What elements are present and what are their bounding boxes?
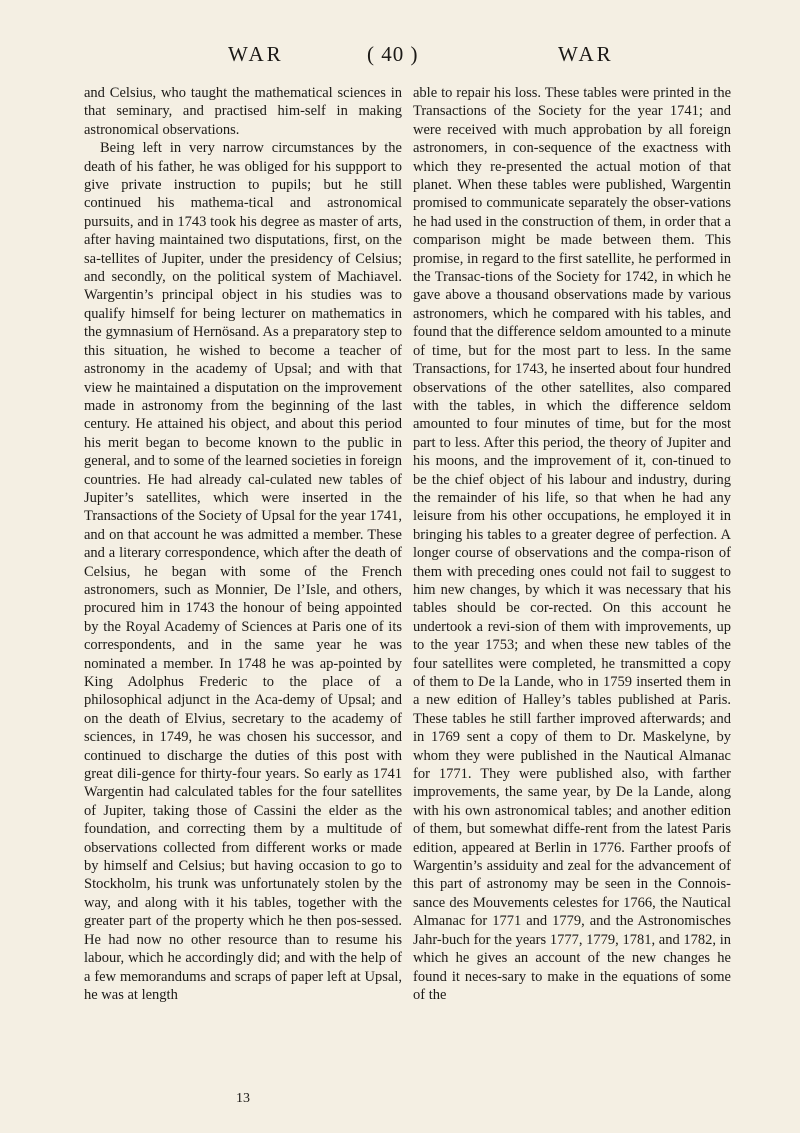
left-column	[84, 84, 402, 1004]
paragraph: and Celsius, who taught the mathematical sciences in that seminary, and practised him-self in making astronomical observations.	[84, 85, 402, 138]
paragraph: able to repair his loss. These tables were printed in the Transactions of the Society for the year 1741; and were received with much approbation by all foreign astronomers, in con-sequence of the exactness with which they re-presented the actual motion of that planet. When these tables were published, Wargentin promised to communicate separately the obser-vations he had used in the construction of them, in order that a comparison might be made between them. This promise, in regard to the first satellite, he performed in the Transac-tions of the Society for 1742, in which he gave above a thousand observations made by various astronomers, which he compared with his tables, and found that the difference seldom amounted to a minute of time, but for the most part to less. In the same Transactions, for 1743, he inserted about four hundred observations of the other satellites, also compared with the tables, in which the difference seldom amounted to four minutes of time, but for the most part to less. After this period, the theory of Jupiter and his moons, and the improvement of it, con-tinued to be the chief object of his labour and industry, during the remainder of his life, so that when he had any leisure from his other occupations, he employed it in bringing his tables to a greater degree of perfection. A longer course of observations and the compa-rison of them with preceding ones could not fail to suggest to him new changes, by which it was necessary that his tables should be cor-rected. On this account he undertook a revi-sion of them with improvements, up to the year 1753; and when these new tables of the four satellites were completed, he transmitted a copy of them to De la Lande, who in 1759 inserted them in a new edition of Halley’s tables published at Paris. These tables he still farther improved afterwards; and in 1769 sent a copy of them to Dr. Maskelyne, by whom they were published in the Nautical Almanac for 1771. They were published also, with farther improvements, the same year, by De la Lande, along with his own astronomical tables; and another edition of them, but somewhat diffe-rent from the latest Paris edition, appeared at Berlin in 1776. Farther proofs of Wargentin’s assiduity and zeal for the advancement of this part of astronomy may be seen in the Connois-sance des Mouvements celestes for 1766, the Nautical Almanac for 1771 and 1779, and the Astronomisches Jahr-buch for the years 1777, 1779, 1781, and 1782, in which he gives an account of the new changes he found it neces-sary to make in the equations of some of the	[413, 85, 731, 1003]
right-column	[413, 84, 731, 1004]
header-right-word: WAR	[558, 42, 614, 66]
running-header	[80, 42, 720, 72]
signature-mark: 13	[236, 1091, 250, 1106]
header-left-word: WAR	[228, 42, 284, 66]
paragraph: Being left in very narrow circumstances by the death of his father, he was obliged for his suppport to give private instruction to pupils; but he still continued his mathema-tical and astronomical pursuits, and in 1743 took his degree as master of arts, after having maintained two disputations, first, on the sa-tellites of Jupiter, under the presidency of Celsius; and secondly, on the political system of Machiavel. Wargentin’s principal object in his studies was to qualify himself for being lecturer on mathematics in the gymnasium of Hernösand. As a preparatory step to this situation, he wished to become a teacher of astronomy in the academy of Upsal; and with that view he maintained a disputation on the improvement made in astronomy from the beginning of the last century. He attained his object, and about this period his merit began to become known to the public in general, and to some of the learned societies in foreign countries. He had already cal-culated new tables of Jupiter’s satellites, which were inserted in the Transactions of the Society of Upsal for the year 1741, and on that account he was admitted a member. These and a literary correspondence, which after the death of Celsius, he began with some of the French astronomers, such as Monnier, De l’Isle, and others, procured him in 1743 the honour of being appointed by the Royal Academy of Sciences at Paris one of its correspondents, and in the same year he was nominated a member. In 1748 he was ap-pointed by King Adolphus Frederic to the place of a philosophical adjunct in the Aca-demy of Upsal; and on the death of Elvius, secretary to the academy of sciences, in 1749, he was chosen his successor, and continued to discharge the duties of this post with great dili-gence for thirty-four years. So early as 1741 Wargentin had calculated tables for the four satellites of Jupiter, taking those of Cassini the elder as the foundation, and correcting them by a multitude of observations collected from different works or made by himself and Celsius; but having occasion to go to Stockholm, his trunk was unfortunately stolen by the way, and along with it his tables, together with the greater part of the property which he then pos-sessed. He had now no other resource than to resume his labour, which he accordingly did; and with the help of a few memorandums and scraps of paper left at Upsal, he was at length	[84, 140, 402, 1003]
page-number: ( 40 )	[367, 42, 419, 66]
